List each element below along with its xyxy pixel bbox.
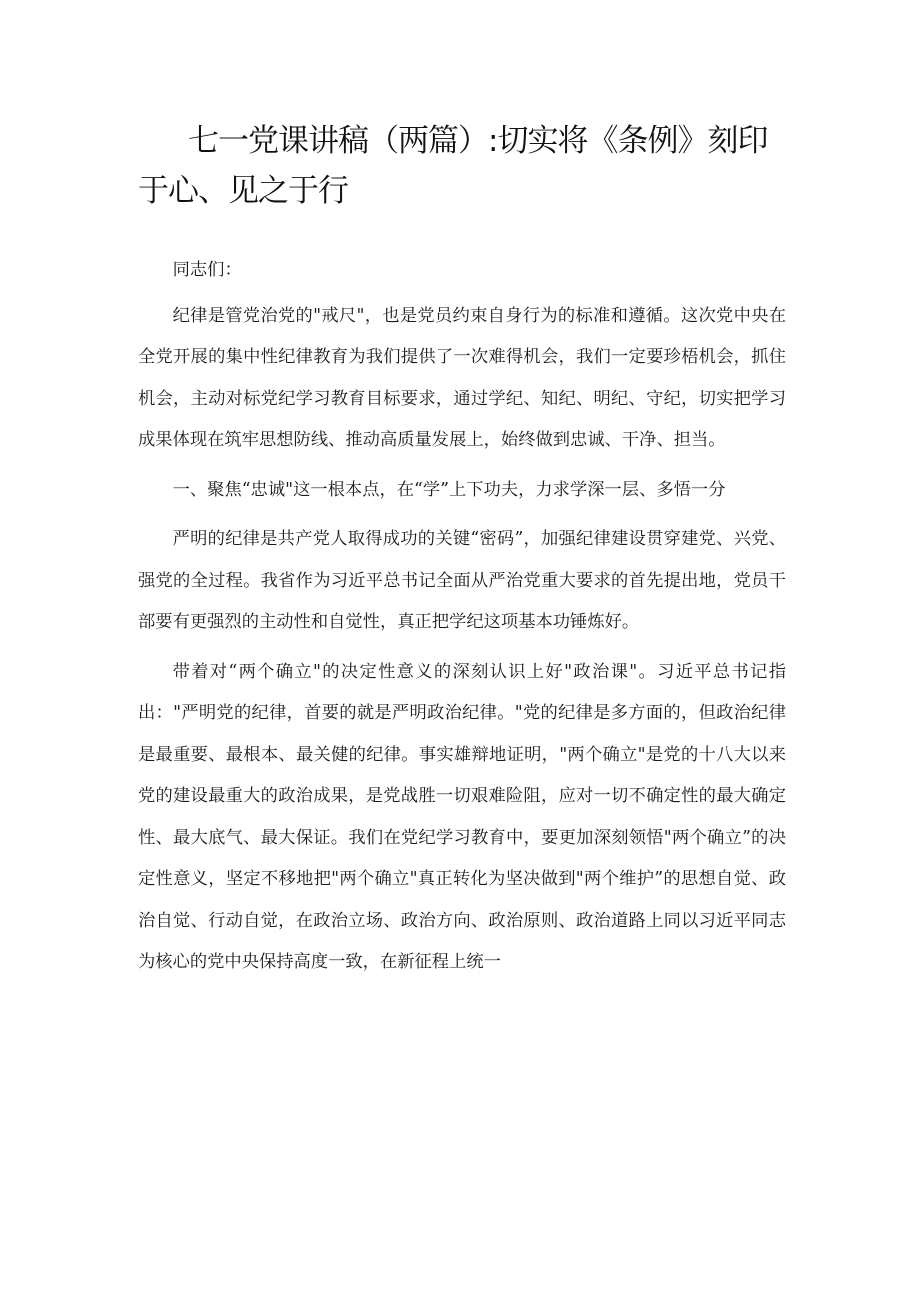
- paragraph-intro: 纪律是管党治党的"戒尺"，也是党员约束自身行为的标准和遵循。这次党中央在全党开展的集中性纪律教育为我们提供了一次难得机会，我们一定要珍梧机会，抓住机会，主动对标党纪学习教育目标要求，通过学纪、知纪、明纪、守纪，切实把学习成果体现在筑牢思想防线、推动高质量发展上，始终做到忠诚、干净、担当。: [138, 305, 786, 450]
- salutation: 同志们：: [172, 260, 242, 280]
- section-heading-one: 一、聚焦“忠诚"这一根本点，在“学”上下功夫，力求学深一层、多悟一分: [172, 479, 726, 500]
- document-title: 七一党课讲稿（两篇）:切实将《条例》刻印于心、见之于行: [138, 123, 768, 209]
- document-body: [138, 250, 786, 992]
- paragraph-political-lesson: 带着对“两个确立"的决定性意义的深刻认识上好"政治课"。习近平总书记指出："严明党的纪律，首要的就是严明政治纪律。"党的纪律是多方面的，但政治纪律是最重要、最根本、最关健的纪律。事实雄辩地证明，"两个确立"是党的十八大以来党的建设最重大的政治成果，是党战胜一切艰难险阻，应对一切不确定性的最大确定性、最大底气、最大保证。我们在党纪学习教育中，要更加深刻领悟"两个确立”的决定性意义，坚定不移地把"两个确立"真正转化为坚决做到"两个维护”的思想自觉、政治自觉、行动自觉，在政治立场、政治方向、政治原则、政治道路上同以习近平同志为核心的党中央保持高度一致，在新征程上统一: [138, 661, 786, 972]
- paragraph-discipline: 严明的纪律是共产党人取得成功的关键“密码”，加强纪律建设贯穿建党、兴党、强党的全过程。我省作为习近平总书记全面从严治党重大要求的首先提出地，党员干部要有更强烈的主动性和自觉性，真正把学纪这项基本功锤炼好。: [138, 529, 786, 632]
